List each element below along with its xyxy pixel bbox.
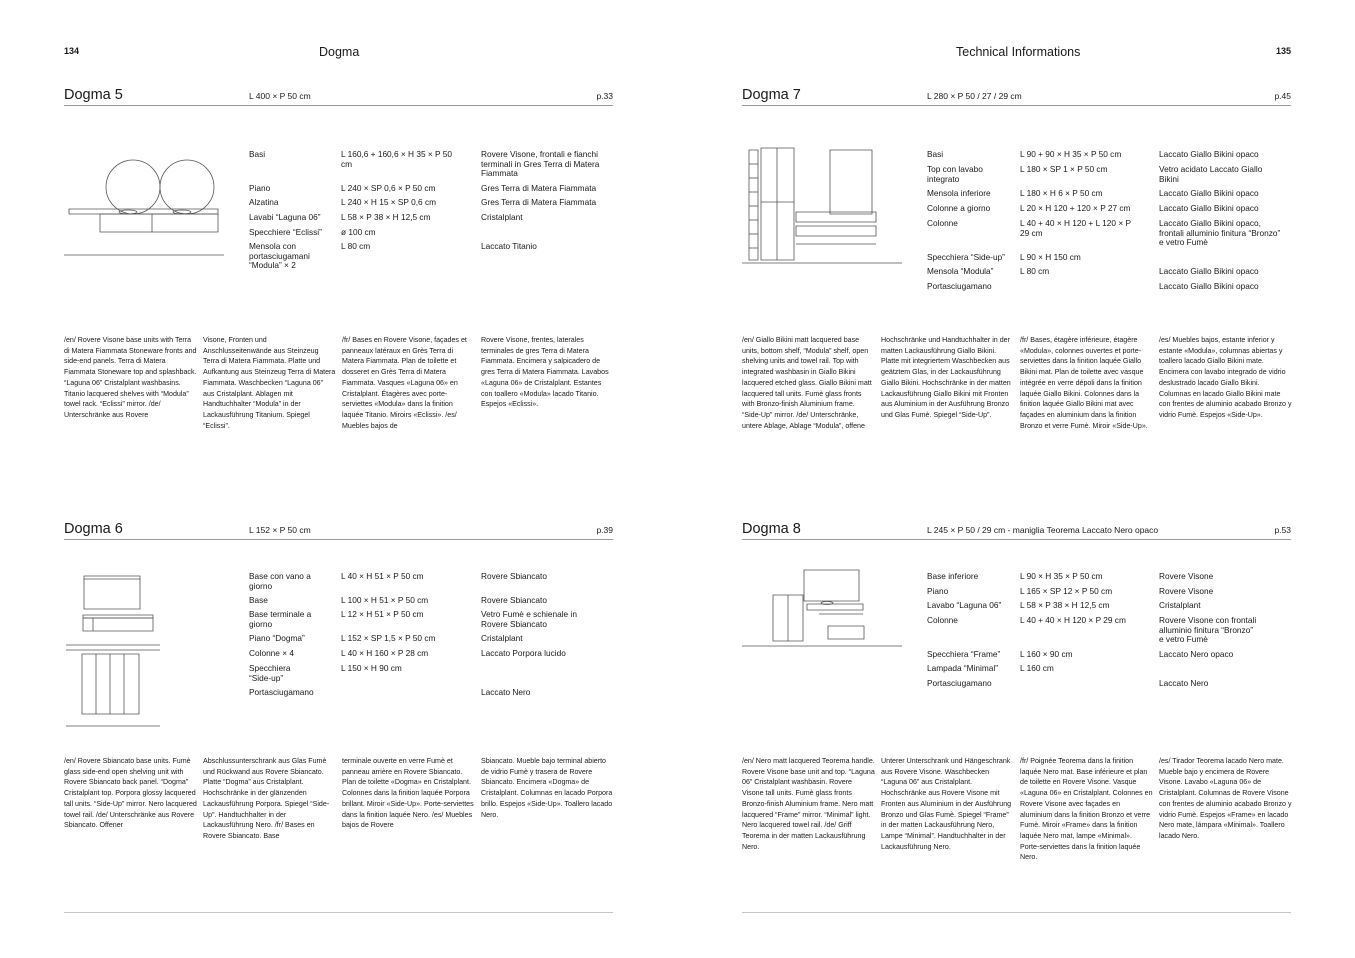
spec-size: L 90 × H 150 cm	[1020, 252, 1081, 262]
spec-part: Piano “Dogma”	[249, 633, 305, 643]
spec-finish: Laccato Porpora lucido	[481, 648, 566, 658]
spec-finish: Laccato Nero opaco	[1159, 649, 1234, 659]
spec-finish: Cristalplant	[481, 633, 523, 643]
spec-part: Lampada “Minimal”	[927, 663, 999, 673]
spec-size: L 240 × SP 0,6 × P 50 cm	[341, 183, 436, 193]
dogma-5-drawing	[64, 158, 224, 258]
spec-part: Portasciugamano	[249, 687, 314, 697]
product-dimensions: L 400 × P 50 cm	[249, 91, 311, 101]
spec-size: L 165 × SP 12 × P 50 cm	[1020, 586, 1113, 596]
footer-divider-right	[742, 912, 1291, 913]
description-column: Hochschränke und Handtuchhalter in der matten Lackausführung Giallo Bikini. Platte mit integriertem Waschbecken aus geätztem Glas, in der Lackausführung Giallo Bikini. Hochschränke in der matten Lackausführung Giallo Bikini mit Fronten aus Aluminium in der Ausführung Bronzo und Glas Fumè. Spiegel “Side-Up”.	[881, 336, 1011, 419]
product-title: Dogma 8	[742, 521, 801, 537]
description-column: Unterer Unterschrank und Hängeschrank aus Rovere Visone. Waschbecken “Laguna 06” aus Cristalplant. Hochschränke aus Rovere Visone mit Fronten aus Aluminium in der Ausführung Bronzo und Glas Fumè. Spiegel “Frame” in der matten Lackausführung Nero, Lampe “Minimal”. Handtuchhalter in der Lackausführung Nero.	[881, 757, 1012, 851]
spec-size: L 152 × SP 1,5 × P 50 cm	[341, 633, 436, 643]
spec-part: Basi	[927, 149, 944, 159]
spec-part: Portasciugamano	[927, 281, 992, 291]
description-column: /en/ Giallo Bikini matt lacquered base units, bottom shelf, “Modula” shelf, open shelving units and towel rail. Top with integrated washbasin in Giallo Bikini lacquered etched glass. Giallo Bikini matt lacquered tall units. Fumè glass fronts with Bronzo-finish Aluminium frame. “Side-Up” mirror. /de/ Unterschränke, untere Ablage, Ablage “Modula”, offene	[742, 336, 872, 430]
spec-size: L 90 + 90 × H 35 × P 50 cm	[1020, 149, 1122, 159]
spec-part: Colonne × 4	[249, 648, 294, 658]
spec-part: Mensola con portasciugamani “Modula” × 2	[249, 241, 310, 271]
divider	[742, 539, 1291, 540]
spec-part: Lavabo “Laguna 06”	[927, 600, 1002, 610]
product-title: Dogma 7	[742, 87, 801, 103]
product-dimensions: L 152 × P 50 cm	[249, 525, 311, 535]
spec-part: Base con vano a giorno	[249, 571, 311, 591]
spec-size: L 100 × H 51 × P 50 cm	[341, 595, 429, 605]
description-column: /en/ Rovere Visone base units with Terra di Matera Fiammata Stoneware fronts and side-end panels. Terra di Matera Fiammata Stoneware top and splashback. “Laguna 06” Cristalplant washbasins. Titanio lacquered shelves with “Modula” towel rack. “Eclissi” mirror. /de/ Unterschränke aus Rovere	[64, 336, 197, 419]
spec-size: ø 100 cm	[341, 227, 376, 237]
left-page-number: 134	[64, 46, 80, 56]
spec-finish: Laccato Giallo Bikini opaco, frontali alluminio finitura “Bronzo” e vetro Fumè	[1159, 218, 1281, 248]
spec-table	[927, 572, 1291, 697]
page-reference: p.39	[596, 525, 613, 535]
spec-part: Colonne	[927, 218, 958, 228]
spec-finish: Gres Terra di Matera Fiammata	[481, 197, 597, 207]
spec-part: Lavabi “Laguna 06”	[249, 212, 321, 222]
spec-size: L 80 cm	[1020, 266, 1050, 276]
product-dimensions: L 245 × P 50 / 29 cm - maniglia Teorema Laccato Nero opaco	[927, 525, 1159, 535]
spec-part: Specchiere “Eclissi”	[249, 227, 322, 237]
spec-size: L 58 × P 38 × H 12,5 cm	[341, 212, 431, 222]
spec-finish: Laccato Giallo Bikini opaco	[1159, 281, 1259, 291]
spec-part: Mensola “Modula”	[927, 266, 994, 276]
divider	[64, 539, 613, 540]
spec-finish: Laccato Giallo Bikini opaco	[1159, 149, 1259, 159]
spec-part: Portasciugamano	[927, 678, 992, 688]
spec-finish: Rovere Visone	[1159, 571, 1214, 581]
right-page-number: 135	[1275, 46, 1291, 56]
spec-table	[249, 150, 619, 280]
product-title: Dogma 5	[64, 87, 123, 103]
footer-divider-left	[64, 912, 613, 913]
spec-part: Specchiera “Side-up”	[927, 252, 1005, 262]
divider	[742, 105, 1291, 106]
page-reference: p.33	[596, 91, 613, 101]
spec-size: L 20 × H 120 + 120 × P 27 cm	[1020, 203, 1131, 213]
spec-size: L 150 × H 90 cm	[341, 663, 402, 673]
spec-part: Base	[249, 595, 268, 605]
right-running-title: Technical Informations	[956, 45, 1081, 59]
description-column: /fr/ Bases en Rovere Visone, façades et panneaux latéraux en Grès Terra di Matera Fiammata. Plan de toilette et dosseret en Grès Terra di Matera Fiammata. Vasques «Laguna 06» en Cristalplant. Étagères avec porte-serviettes «Modula» dans la finition laquée Titanio. Miroirs «Eclissi». /es/ Muebles bajos de	[342, 336, 467, 430]
description-column: Abschlussunterschrank aus Glas Fumè und Rückwand aus Rovere Sbiancato. Platte “Dogma” aus Cristalplant. Hochschränke in der glänzenden Lackausführung Porpora. Spiegel “Side-Up”. Handtuchhalter in der Lackausführung Nero. /fr/ Bases en Rovere Sbiancato. Base	[203, 757, 330, 840]
spec-finish: Laccato Giallo Bikini opaco	[1159, 266, 1259, 276]
description-column: /fr/ Poignée Teorema dans la finition laquée Nero mat. Base inférieure et plan de toilette en Rovere Visone. Vasque «Laguna 06» en Cristalplant. Colonnes en Rovere Visone avec façades en aluminium dans la finition Bronzo et verre Fumè. Miroir «Frame» dans la finition laquée Nero mat, lampe «Minimal». Porte-serviettes dans la finition laquée Nero.	[1020, 757, 1153, 862]
spec-part: Colonne a giorno	[927, 203, 991, 213]
spec-size: L 160,6 + 160,6 × H 35 × P 50 cm	[341, 149, 452, 169]
left-running-title: Dogma	[319, 45, 360, 59]
spec-table	[249, 572, 619, 702]
spec-table	[927, 150, 1291, 300]
spec-part: Specchiera “Side-up”	[249, 663, 291, 683]
description-column: /en/ Nero matt lacquered Teorema handle. Rovere Visone base unit and top. “Laguna 06” Cristalplant washbasin. Rovere Visone tall units. Fumè glass fronts Bronzo-finish Aluminium frame. Nero matt lacquered “Frame” mirror. “Minimal” light. Nero lacquered towel rail. /de/ Griff Teorema in der matten Lackausführung Nero.	[742, 757, 875, 851]
product-title: Dogma 6	[64, 521, 123, 537]
spec-finish: Vetro acidato Laccato Giallo Bikini	[1159, 164, 1263, 184]
spec-finish: Cristalplant	[1159, 600, 1201, 610]
spec-finish: Laccato Nero	[1159, 678, 1209, 688]
spec-size: L 90 × H 35 × P 50 cm	[1020, 571, 1103, 581]
spec-part: Base terminale a giorno	[249, 609, 312, 629]
spec-size: L 180 × H 6 × P 50 cm	[1020, 188, 1103, 198]
description-column: terminale ouverte en verre Fumè et panneau arrière en Rovere Sbiancato. Plan de toilette «Dogma» en Cristalplant. Colonnes dans la finition laquée Porpora brillant. Miroir «Side-Up». Porte-serviettes dans la finition laquée Nero. /es/ Muebles bajos de Rovere	[342, 757, 474, 830]
spec-size: L 40 × H 160 × P 28 cm	[341, 648, 429, 658]
spec-size: L 160 cm	[1020, 663, 1054, 673]
spec-finish: Laccato Giallo Bikini opaco	[1159, 203, 1259, 213]
description-column: Rovere Visone, frentes, laterales terminales de gres Terra di Matera Fiammata. Encimera y salpicadero de gres Terra di Matera Fiammata. Lavabos «Laguna 06» de Cristalplant. Estantes con toallero «Modula» lacado Titanio. Espejos «Eclissi».	[481, 336, 609, 409]
spec-size: L 160 × 90 cm	[1020, 649, 1073, 659]
spec-part: Piano	[927, 586, 949, 596]
spec-finish: Rovere Sbiancato	[481, 595, 547, 605]
spec-size: L 40 + 40 × H 120 + L 120 × P 29 cm	[1020, 218, 1131, 238]
spec-size: L 180 × SP 1 × P 50 cm	[1020, 164, 1108, 174]
description-column: /es/ Tirador Teorema lacado Nero mate. Mueble bajo y encimera de Rovere Visone. Lavabo «Laguna 06» de Cristalplant. Columnas de Rovere Visone con frentes de aluminio acabado Bronzo y vidrio Fumè. Espejos «Frame» en lacado Nero mate, lámpara «Minimal». Toallero lacado Nero.	[1159, 757, 1292, 840]
description-column: Sbiancato. Mueble bajo terminal abierto de vidrio Fumè y trasera de Rovere Sbiancato. Encimera «Dogma» de Cristalplant. Columnas en lacado Porpora brillo. Espejos «Side-Up». Toallero lacado Nero.	[481, 757, 613, 819]
dogma-8-drawing	[742, 566, 902, 650]
spec-size: L 40 × H 51 × P 50 cm	[341, 571, 424, 581]
dogma-7-drawing	[742, 144, 902, 266]
spec-finish: Rovere Visone, frontali e fianchi terminali in Gres Terra di Matera Fiammata	[481, 149, 600, 179]
spec-part: Specchiera “Frame”	[927, 649, 1001, 659]
spec-finish: Laccato Giallo Bikini opaco	[1159, 188, 1259, 198]
spec-part: Base inferiore	[927, 571, 979, 581]
description-column: /fr/ Bases, étagère inférieure, étagère «Modula», colonnes ouvertes et porte-serviettes dans la finition laquée Giallo Bikini mat. Plan de toilette avec vasque intégrée en verre dépoli dans la finition laquée Giallo Bikini. Colonnes dans la finition laquée Giallo Bikini mat avec façades en aluminium dans la finition Bronzo et verre Fumè. Miroir «Side-Up».	[1020, 336, 1148, 430]
spec-part: Piano	[249, 183, 271, 193]
page-reference: p.45	[1274, 91, 1291, 101]
spec-finish: Vetro Fumè e schienale in Rovere Sbiancato	[481, 609, 577, 629]
spec-size: L 12 × H 51 × P 50 cm	[341, 609, 424, 619]
spec-finish: Rovere Visone con frontali alluminio finitura “Bronzo” e vetro Fumè	[1159, 615, 1257, 645]
spec-size: L 80 cm	[341, 241, 371, 251]
spec-part: Mensola inferiore	[927, 188, 991, 198]
description-column: /es/ Muebles bajos, estante inferior y estante «Modula», columnas abiertas y toallero lacado Giallo Bikini mate. Encimera con lavabo integrado de vidrio deslustrado lacado Giallo Bikini. Columnas en lacado Giallo Bikini mate con frentes de aluminio acabado Bronzo y vidrio Fumè. Espejos «Side-Up».	[1159, 336, 1292, 419]
spec-finish: Rovere Sbiancato	[481, 571, 547, 581]
spec-finish: Rovere Visone	[1159, 586, 1214, 596]
spec-finish: Cristalplant	[481, 212, 523, 222]
spec-finish: Gres Terra di Matera Fiammata	[481, 183, 597, 193]
product-dimensions: L 280 × P 50 / 27 / 29 cm	[927, 91, 1022, 101]
description-column: Visone, Fronten und Anschlusseitenwände aus Steinzeug Terra di Matera Fiammata. Platte und Aufkantung aus Steinzeug Terra di Matera Fiammata. Waschbecken “Laguna 06” aus Cristalplant. Ablagen mit Handtuchhalter “Modula” in der Lackausführung Titanium. Spiegel “Eclissi”.	[203, 336, 336, 430]
dogma-6-drawing	[66, 570, 160, 730]
spec-finish: Laccato Nero	[481, 687, 531, 697]
spec-finish: Laccato Titanio	[481, 241, 537, 251]
spec-size: L 40 + 40 × H 120 × P 29 cm	[1020, 615, 1126, 625]
spec-part: Basi	[249, 149, 266, 159]
divider	[64, 105, 613, 106]
spec-size: L 240 × H 15 × SP 0,6 cm	[341, 197, 437, 207]
spec-part: Alzatina	[249, 197, 279, 207]
spec-size: L 58 × P 38 × H 12,5 cm	[1020, 600, 1110, 610]
page-reference: p.53	[1274, 525, 1291, 535]
spec-part: Top con lavabo integrato	[927, 164, 983, 184]
spec-part: Colonne	[927, 615, 958, 625]
description-column: /en/ Rovere Sbiancato base units. Fumè glass side-end open shelving unit with Rovere Sbiancato back panel. “Dogma” Cristalplant top. Porpora glossy lacquered tall units. “Side-Up” mirror. Nero lacquered towel rail. /de/ Unterschränke aus Rovere Sbiancato. Offener	[64, 757, 197, 830]
